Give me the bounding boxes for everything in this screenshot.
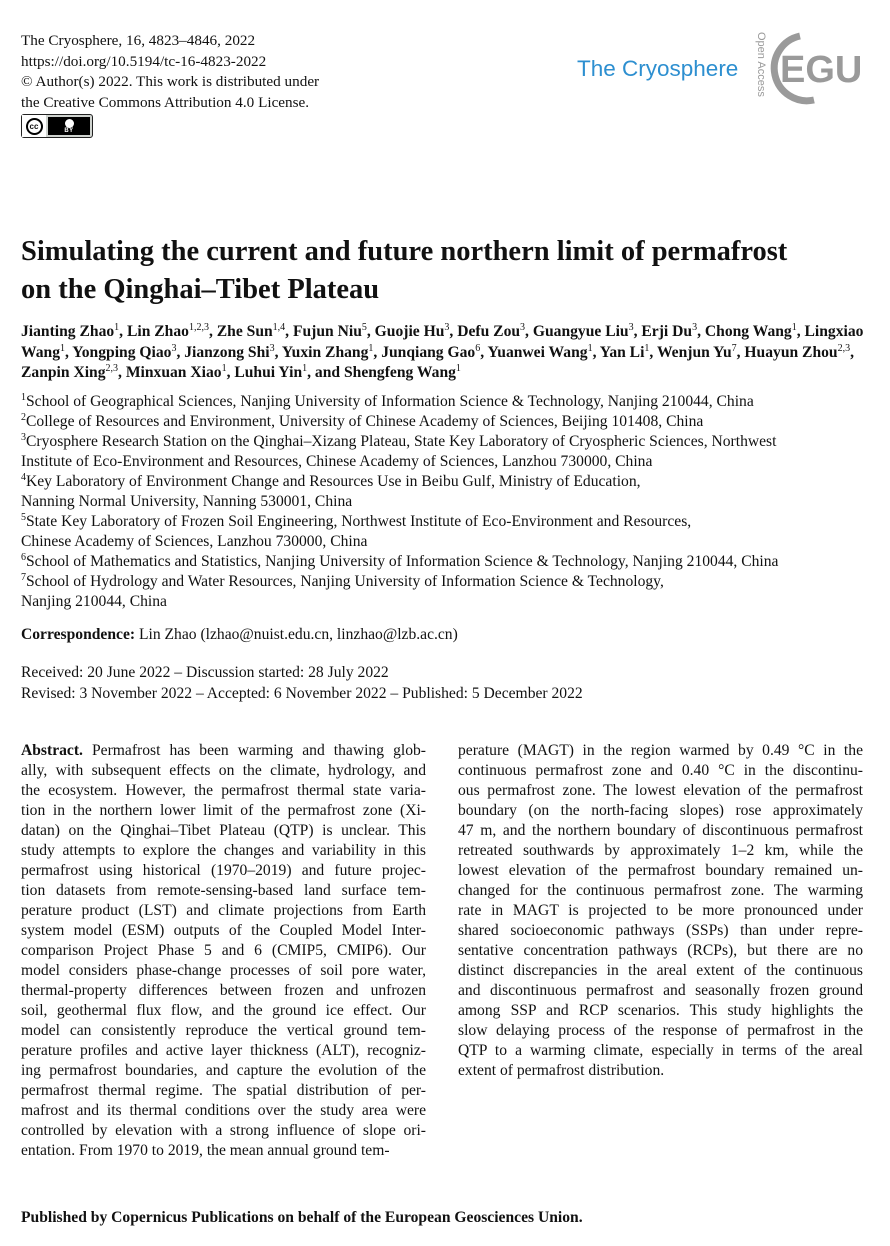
abstract-text: distinct discrepancies in the areal extent of the continuous — [458, 962, 863, 979]
abstract-line — [21, 761, 426, 781]
abstract-line — [21, 961, 426, 981]
abstract-text: rate in MAGT is projected to be more pronounced under — [458, 902, 863, 919]
abstract-left-column — [21, 741, 426, 1161]
abstract-text: perature profiles and active layer thickness (ALT), recogniz- — [21, 1042, 426, 1059]
svg-text:EGU: EGU — [780, 49, 863, 91]
correspondence — [21, 626, 458, 644]
affiliation-line — [21, 592, 871, 612]
abstract-line — [458, 861, 863, 881]
abstract-text: soil, geothermal flux flow, and the ground ice effect. Our — [21, 1002, 426, 1019]
author-name: Guojie Hu — [374, 323, 445, 340]
citation-line: The Cryosphere, 16, 4823–4846, 2022 — [21, 32, 256, 49]
cc-logo-part: cc — [22, 115, 46, 137]
abstract-text: perature product (LST) and climate projections from Earth — [21, 902, 426, 919]
affiliation-line — [21, 472, 871, 492]
affiliation-list — [21, 392, 871, 612]
abstract-text: entation. From 1970 to 2019, the mean annual ground tem- — [21, 1142, 390, 1159]
abstract-text: datan) on the Qinghai–Tibet Plateau (QTP) is unclear. This — [21, 822, 426, 839]
author-name: Luhui Yin — [234, 364, 303, 381]
affiliation-number: 7 — [21, 571, 26, 583]
affiliation-line — [21, 572, 871, 592]
person-icon — [65, 119, 74, 128]
paper-title — [21, 233, 871, 309]
open-access-label — [745, 30, 767, 106]
abstract-text: permafrost thermal regime. The spatial distribution of per- — [21, 1082, 426, 1099]
abstract-line — [21, 921, 426, 941]
abstract-line — [21, 881, 426, 901]
abstract-text: slow delaying process of the response of permafrost in the — [458, 1022, 863, 1039]
author-name: Lingxiao Wang — [21, 323, 864, 361]
author-affiliation-number: 1 — [114, 321, 120, 333]
abstract-line — [458, 1041, 863, 1061]
author-name: Wenjun Yu — [656, 343, 732, 361]
abstract-text: sentative concentration pathways (RCPs), but there are no — [458, 942, 863, 959]
affiliation-line — [21, 452, 871, 472]
author-affiliation-number: 6 — [475, 342, 481, 354]
author-name: Minxuan Xiao — [125, 364, 222, 381]
abstract-text: and discontinuous permafrost and seasonally frozen ground — [458, 982, 863, 999]
copyright-line: © Author(s) 2022. This work is distributed under — [21, 73, 320, 90]
abstract-text: perature (MAGT) in the region warmed by 0.49 °C in the — [458, 742, 863, 759]
abstract-line — [21, 741, 426, 761]
abstract-right-column — [458, 741, 863, 1081]
author-name: Zhe Sun — [216, 323, 273, 340]
affiliation-text: State Key Laboratory of Frozen Soil Engineering, Northwest Institute of Eco-Environment and Resources, — [26, 513, 692, 530]
creative-commons-by-icon[interactable] — [21, 114, 93, 138]
date-line: Revised: 3 November 2022 – Accepted: 6 November 2022 – Published: 5 December 2022 — [21, 684, 583, 702]
abstract-text: controlled by elevation with a strong influence of slope ori- — [21, 1122, 426, 1139]
affiliation-text: School of Hydrology and Water Resources, Nanjing University of Information Science & Technology, — [26, 573, 664, 590]
author-affiliation-number: 5 — [361, 321, 367, 333]
abstract-text: thermal-property differences between frozen and unfrozen — [21, 982, 426, 999]
abstract-line — [458, 941, 863, 961]
abstract-text: Permafrost has been warming and thawing glob- — [82, 742, 426, 759]
abstract-line — [458, 841, 863, 861]
author-list: Jianting Zhao$^1$, Lin Zhao$^{1,2,3}$, Zhe Sun$^{1,4}$, Fujun Niu$^5$, Guojie Hu$^3$, Defu Zou$^3$, Guangyue Liu$^3$, Erji Du$^3$, Chong Wang$^1$, Lingxiao Wang$^1$, Yongping Qiao$^3$, Jianzong Shi$^3$, Yuxin Zhang$^1$, Junqiang Gao$^6$, Yuanwei Wang$^1$, Yan Li$^1$, Wenjun Yu$^7$, Huayun Zhou$^{2,3}$, Zanpin Xing$^{2,3}$, Minxuan Xiao$^1$, Luhui Yin$^1$, and Shengfeng Wang$^1$ — [21, 321, 864, 381]
author-name: Fujun Niu — [292, 323, 362, 340]
by-logo-part: BY — [48, 117, 90, 135]
abstract-text: boundary (on the north-facing slopes) rose approximately — [458, 802, 863, 819]
affiliation-number: 1 — [21, 391, 26, 403]
author-affiliation-number: 3 — [444, 321, 450, 333]
svg-text:Open Access: Open Access — [755, 32, 767, 97]
affiliation-text: Key Laboratory of Environment Change and Resources Use in Beibu Gulf, Ministry of Education, — [26, 473, 641, 490]
abstract-line — [458, 761, 863, 781]
date-line: Received: 20 June 2022 – Discussion started: 28 July 2022 — [21, 664, 389, 681]
egu-logo — [770, 30, 866, 106]
affiliation-line — [21, 552, 871, 572]
abstract-line — [21, 781, 426, 801]
publication-dates — [21, 663, 583, 704]
abstract-text: model considers phase-change processes of soil pore water, — [21, 962, 426, 979]
abstract-line — [21, 1101, 426, 1121]
author-name: Jianting Zhao — [21, 323, 115, 340]
author-affiliation-number: 1 — [302, 362, 308, 374]
author-name: Shengfeng Wang — [343, 364, 456, 381]
affiliation-line — [21, 492, 871, 512]
abstract-text: shared socioeconomic pathways (SSPs) than under repre- — [458, 922, 863, 939]
affiliation-number: 3 — [21, 431, 26, 443]
affiliation-number: 5 — [21, 511, 26, 523]
author-affiliation-number: 1 — [455, 362, 461, 374]
abstract-line — [21, 1081, 426, 1101]
doi-link[interactable]: https://doi.org/10.5194/tc-16-4823-2022 — [21, 52, 267, 70]
author-affiliation-number: 1 — [60, 342, 65, 354]
abstract-text: mafrost and its thermal conditions over the study area were — [21, 1102, 426, 1119]
author-affiliation-number: 2,3 — [837, 342, 851, 354]
affiliation-text: Cryosphere Research Station on the Qinghai–Xizang Plateau, State Key Laboratory of Cryospheric Sciences, Northwest — [26, 433, 777, 450]
abstract-text: study attempts to explore the changes and variability in this — [21, 842, 426, 859]
abstract-line — [21, 1141, 426, 1161]
abstract-text: continuous permafrost zone and 0.40 °C in the discontinu- — [458, 762, 863, 779]
affiliation-line — [21, 512, 871, 532]
abstract-line — [21, 1041, 426, 1061]
author-name: Huayun Zhou — [744, 343, 838, 361]
abstract-line — [458, 921, 863, 941]
author-affiliation-number: 1,4 — [272, 321, 286, 333]
author-name: Jianzong Shi — [184, 343, 270, 361]
affiliation-text: Chinese Academy of Sciences, Lanzhou 730000, China — [21, 533, 368, 550]
affiliation-text: Nanning Normal University, Nanning 530001, China — [21, 493, 353, 510]
abstract-text: lowest elevation of the permafrost boundary remained un- — [458, 862, 863, 879]
author-affiliation-number: 1 — [644, 342, 650, 354]
author-name: Yuanwei Wang — [487, 343, 588, 361]
license-line: the Creative Commons Attribution 4.0 License. — [21, 93, 310, 111]
author-conjunction: and — [314, 364, 341, 381]
citation-header — [21, 31, 381, 113]
author-name: Lin Zhao — [126, 323, 189, 340]
abstract-line — [21, 1121, 426, 1141]
author-affiliation-number: 3 — [269, 342, 275, 354]
title-line: on the Qinghai–Tibet Plateau — [21, 274, 380, 305]
affiliation-number: 2 — [21, 411, 26, 423]
affiliation-text: School of Mathematics and Statistics, Nanjing University of Information Science & Technology, Nanjing 210044, China — [26, 553, 779, 570]
abstract-line — [21, 1021, 426, 1041]
abstract-text: among SSP and RCP scenarios. This study highlights the — [458, 1002, 863, 1019]
abstract-line — [458, 781, 863, 801]
affiliation-line — [21, 392, 871, 412]
abstract-line — [21, 801, 426, 821]
affiliation-text: College of Resources and Environment, University of Chinese Academy of Sciences, Beijing 101408, China — [26, 413, 704, 430]
author-name: Erji Du — [641, 323, 693, 340]
abstract-text: retreated southwards by approximately 1–2 km, while the — [458, 842, 863, 859]
affiliation-text: Nanjing 210044, China — [21, 593, 167, 610]
author-name: Junqiang Gao — [381, 343, 476, 361]
abstract-line — [21, 821, 426, 841]
abstract-line — [458, 821, 863, 841]
abstract-text: comparison Project Phase 5 and 6 (CMIP5, CMIP6). Our — [21, 942, 426, 959]
author-name: Defu Zou — [457, 323, 521, 340]
abstract-line — [458, 901, 863, 921]
author-name: Guangyue Liu — [532, 323, 629, 340]
abstract-text: ally, with subsequent effects on the climate, hydrology, and — [21, 762, 426, 779]
abstract-text: permafrost using historical (1970–2019) and future projec- — [21, 862, 426, 879]
author-name: Yongping Qiao — [72, 343, 172, 361]
abstract-text: 47 m, and the northern boundary of discontinuous permafrost — [458, 822, 863, 839]
author-name: Zanpin Xing — [21, 364, 106, 381]
abstract-text: ous permafrost zone. The lowest elevation of the permafrost — [458, 782, 863, 799]
author-name: Yuxin Zhang — [281, 343, 369, 361]
affiliation-line — [21, 412, 871, 432]
abstract-line — [21, 861, 426, 881]
abstract-text: changed for the continuous permafrost zone. The warming — [458, 882, 863, 899]
affiliation-number: 4 — [21, 471, 26, 483]
author-affiliation-number: 1 — [368, 342, 374, 354]
author-affiliation-number: 7 — [731, 342, 737, 354]
abstract-line — [458, 1001, 863, 1021]
abstract-text: QTP to a warming climate, especially in terms of the areal — [458, 1042, 863, 1059]
abstract-text: the ecosystem. However, the permafrost thermal state varia- — [21, 782, 426, 799]
abstract-line — [21, 1001, 426, 1021]
author-name: Yan Li — [599, 343, 645, 361]
abstract-line — [21, 841, 426, 861]
abstract-line — [21, 1061, 426, 1081]
journal-name: The Cryosphere — [577, 56, 739, 81]
correspondence-text[interactable]: Lin Zhao (lzhao@nuist.edu.cn, linzhao@lzb.ac.cn) — [138, 626, 458, 643]
abstract-line — [458, 741, 863, 761]
author-affiliation-number: 1 — [221, 362, 227, 374]
abstract-line — [21, 901, 426, 921]
abstract-line — [458, 881, 863, 901]
abstract-text: model can consistently reproduce the vertical ground tem- — [21, 1022, 426, 1039]
abstract-text: extent of permafrost distribution. — [458, 1062, 665, 1079]
author-name: Chong Wang — [704, 323, 792, 340]
author-affiliation-number: 3 — [692, 321, 698, 333]
author-affiliation-number: 2,3 — [105, 362, 119, 374]
abstract-line — [458, 1061, 863, 1081]
affiliation-line — [21, 532, 871, 552]
publisher-footer: Published by Copernicus Publications on behalf of the European Geosciences Union. — [21, 1209, 583, 1226]
abstract-text: ing permafrost boundaries, and capture the evolution of the — [21, 1062, 426, 1079]
abstract-text: system model (ESM) outputs of the Coupled Model Inter- — [21, 922, 426, 939]
affiliation-number: 6 — [21, 551, 26, 563]
abstract-line — [458, 1021, 863, 1041]
abstract-label: Abstract. — [21, 742, 83, 759]
abstract-line — [458, 801, 863, 821]
author-affiliation-number: 3 — [171, 342, 177, 354]
author-affiliation-number: 1 — [587, 342, 593, 354]
affiliation-line — [21, 432, 871, 452]
abstract-line — [21, 941, 426, 961]
author-affiliation-number: 3 — [520, 321, 526, 333]
abstract-line — [458, 981, 863, 1001]
author-affiliation-number: 1,2,3 — [188, 321, 209, 333]
author-affiliation-number: 3 — [628, 321, 634, 333]
abstract-text: tion datasets from remote-sensing-based land surface tem- — [21, 882, 426, 899]
abstract-line — [458, 961, 863, 981]
title-line: Simulating the current and future northern limit of permafrost — [21, 236, 788, 267]
abstract-line — [21, 981, 426, 1001]
affiliation-text: Institute of Eco-Environment and Resources, Chinese Academy of Sciences, Lanzhou 730000, China — [21, 453, 653, 470]
author-affiliation-number: 1 — [791, 321, 797, 333]
correspondence-label: Correspondence: — [21, 626, 136, 643]
abstract-text: tion in the northern lower limit of the permafrost zone (Xi- — [21, 802, 426, 819]
affiliation-text: School of Geographical Sciences, Nanjing University of Information Science & Technology, Nanjing 210044, China — [26, 393, 754, 410]
